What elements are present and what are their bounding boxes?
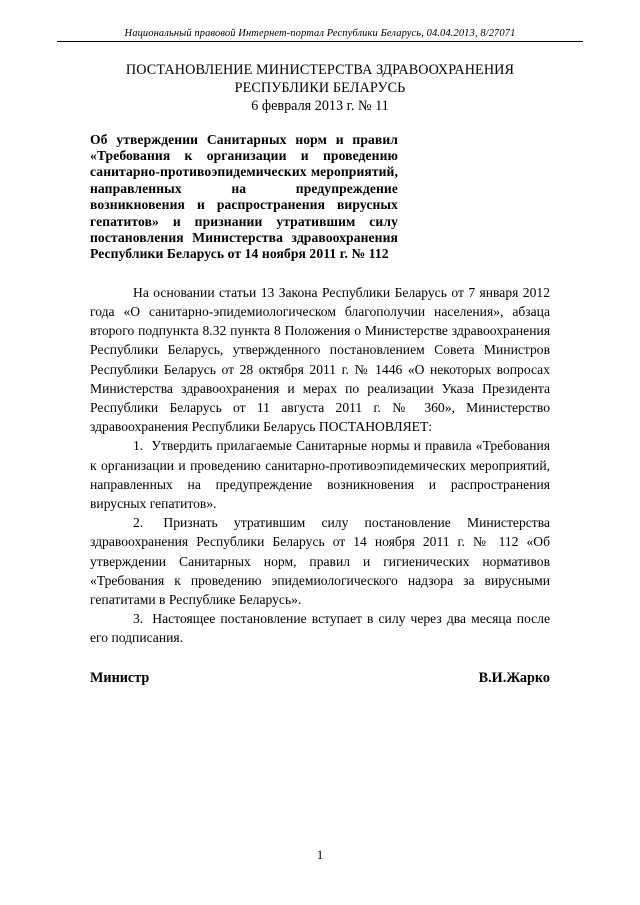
running-header — [57, 28, 583, 42]
item-2-number: 2. — [133, 515, 144, 531]
item-3-number: 3. — [133, 611, 144, 627]
running-header-text: Национальный правовой Интернет-портал Республики Беларусь, 04.04.2013, 8/27071 — [124, 28, 516, 39]
document-body — [90, 283, 550, 648]
document-title — [90, 62, 550, 97]
document-content — [90, 62, 550, 648]
page-number: 1 — [316, 848, 324, 862]
body-paragraph-item-3 — [90, 609, 550, 647]
document-date-number: 6 февраля 2013 г. № 11 — [251, 98, 389, 114]
item-2-text: Признать утратившим силу постановление Министерства здравоохранения Республики Беларусь от 14 ноября 2011 г. № 112 «Об утверждении Санитарных норм, правил и гигиенических нормативов «Требования к проведению эпидемиологического надзора за вирусными гепатитами в Республике Беларусь». — [90, 515, 550, 607]
body-paragraph-item-1 — [90, 436, 550, 513]
item-1-number: 1. — [133, 438, 144, 454]
item-1-text: Утвердить прилагаемые Санитарные нормы и правила «Требования к организации и проведению санитарно-противоэпидемических мероприятий, направленных на предупреждение возникновения и распространения вирусных гепатитов». — [90, 438, 550, 511]
signature-role: Министр — [90, 670, 150, 686]
body-paragraph-preamble: На основании статьи 13 Закона Республики Беларусь от 7 января 2012 года «О санитарно-эпидемиологическом благополучии населения», абзаца второго подпункта 8.32 пункта 8 Положения о Министерстве здравоохранения Республики Беларусь, утвержденного постановлением Совета Министров Республики Беларусь от 28 октября 2011 г. № 1446 «О некоторых вопросах Министерства здравоохранения и мерах по реализации Указа Президента Республики Беларусь от 11 августа 2011 г. № 360», Министерство здравоохранения Республики Беларусь ПОСТАНОВЛЯЕТ: — [90, 284, 550, 435]
item-3-text: Настоящее постановление вступает в силу через два месяца после его подписания. — [90, 611, 550, 646]
document-title-line-2: РЕСПУБЛИКИ БЕЛАРУСЬ — [234, 79, 406, 96]
body-paragraph-item-2 — [90, 513, 550, 609]
document-subject: Об утверждении Санитарных норм и правил «Требования к организации и проведению санитарно-противоэпидемических мероприятий, направленных на предупреждение возникновения и распространения вирусных гепатитов» и признании утратившим силу постановления Министерства здравоохранения Республики Беларусь от 14 ноября 2011 г. № 112 — [90, 131, 398, 262]
document-title-line-1: ПОСТАНОВЛЕНИЕ МИНИСТЕРСТВА ЗДРАВООХРАНЕНИЯ — [125, 62, 515, 78]
signature-name: В.И.Жарко — [478, 670, 550, 686]
signature-block — [90, 670, 550, 687]
